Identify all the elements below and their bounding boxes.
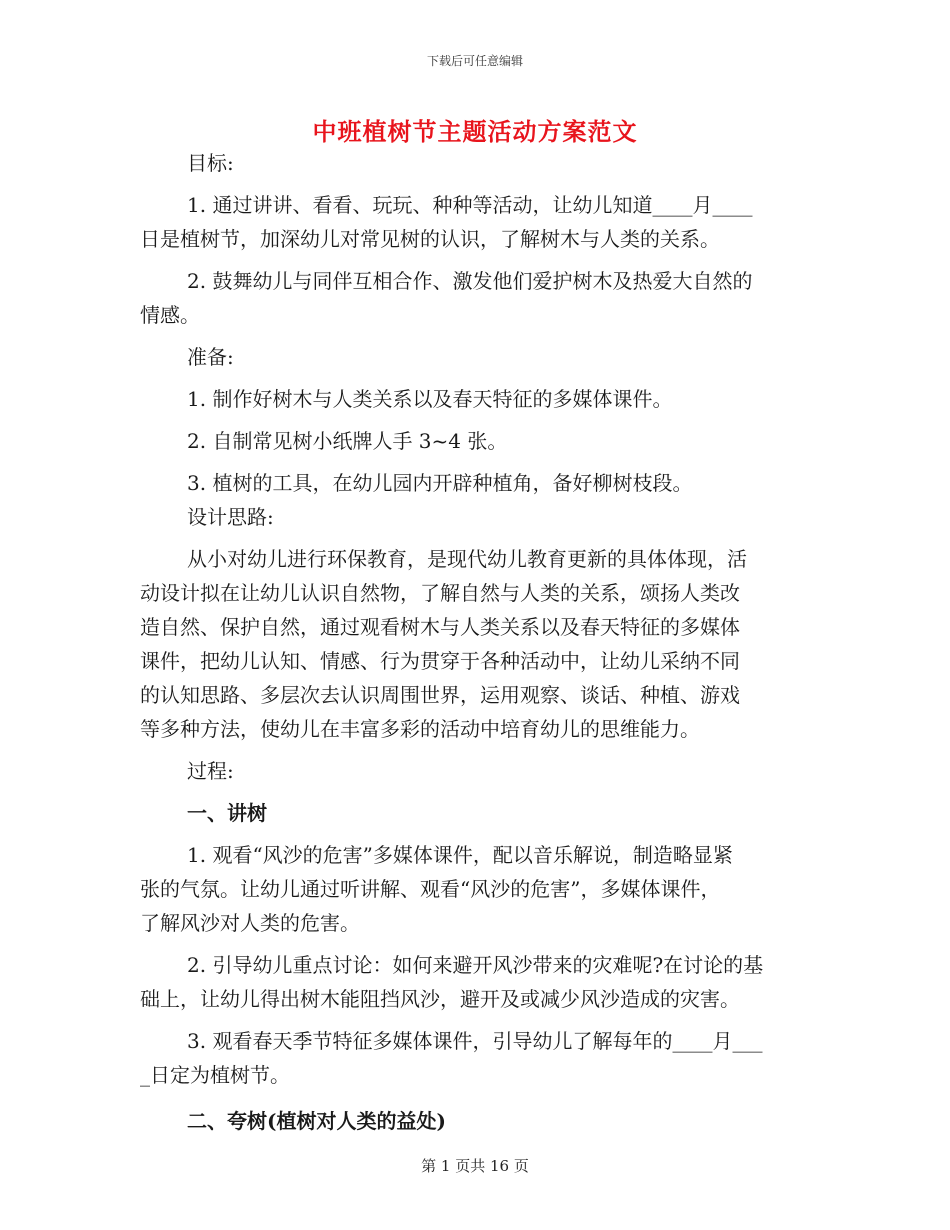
- paragraph-line: 1. 制作好树木与人类关系以及春天特征的多媒体课件。: [187, 387, 673, 411]
- paragraph-line: _日定为植树节。: [140, 1063, 290, 1087]
- paragraph-line: 3. 观看春天季节特征多媒体课件，引导幼儿了解每年的____月___: [187, 1029, 763, 1053]
- section-heading-design: 设计思路:: [187, 505, 274, 529]
- paragraph-line: 1. 通过讲讲、看看、玩玩、种种等活动，让幼儿知道____月____: [187, 193, 753, 217]
- paragraph-line: 课件，把幼儿认知、情感、行为贯穿于各种活动中，让幼儿采纳不同: [140, 649, 740, 673]
- paragraph-line: 动设计拟在让幼儿认识自然物，了解自然与人类的关系，颂扬人类改: [140, 581, 740, 605]
- paragraph-line: 了解风沙对人类的危害。: [140, 911, 360, 935]
- paragraph-line: 3. 植树的工具，在幼儿园内开辟种植角，备好柳树枝段。: [187, 471, 693, 495]
- paragraph-line: 2. 鼓舞幼儿与同伴互相合作、激发他们爱护树木及热爱大自然的: [187, 269, 753, 293]
- paragraph-line: 的认知思路、多层次去认识周围世界，运用观察、谈话、种植、游戏: [140, 683, 740, 707]
- page-header-note: 下载后可任意编辑: [426, 54, 523, 68]
- page-footer-number: 第 1 页共 16 页: [421, 1157, 529, 1175]
- paragraph-line: 张的气氛。让幼儿通过听讲解、观看“风沙的危害”，多媒体课件，: [140, 877, 721, 901]
- section-heading-praise-tree: 二、夸树(植树对人类的益处): [187, 1109, 446, 1133]
- document-title: 中班植树节主题活动方案范文: [312, 117, 638, 146]
- section-heading-process: 过程:: [187, 759, 234, 783]
- document-body: [140, 146, 800, 1138]
- paragraph-line: 情感。: [140, 303, 200, 327]
- paragraph-line: 2. 引导幼儿重点讨论：如何来避开风沙带来的灾难呢?在讨论的基: [187, 953, 764, 977]
- paragraph-line: 日是植树节，加深幼儿对常见树的认识，了解树木与人类的关系。: [140, 227, 720, 251]
- section-heading-preparation: 准备:: [187, 345, 234, 369]
- paragraph-line: 础上，让幼儿得出树木能阻挡风沙，避开及或减少风沙造成的灾害。: [140, 987, 740, 1011]
- paragraph-line: 从小对幼儿进行环保教育，是现代幼儿教育更新的具体体现，活: [187, 547, 747, 571]
- paragraph-line: 1. 观看“风沙的危害”多媒体课件，配以音乐解说，制造略显紧: [187, 843, 733, 867]
- paragraph-line: 2. 自制常见树小纸牌人手 3~4 张。: [187, 429, 508, 453]
- paragraph-line: 等多种方法，使幼儿在丰富多彩的活动中培育幼儿的思维能力。: [140, 717, 700, 741]
- paragraph-line: 造自然、保护自然，通过观看树木与人类关系以及春天特征的多媒体: [140, 615, 740, 639]
- section-heading-talk-tree: 一、讲树: [187, 801, 267, 825]
- section-heading-goals: 目标:: [187, 151, 234, 175]
